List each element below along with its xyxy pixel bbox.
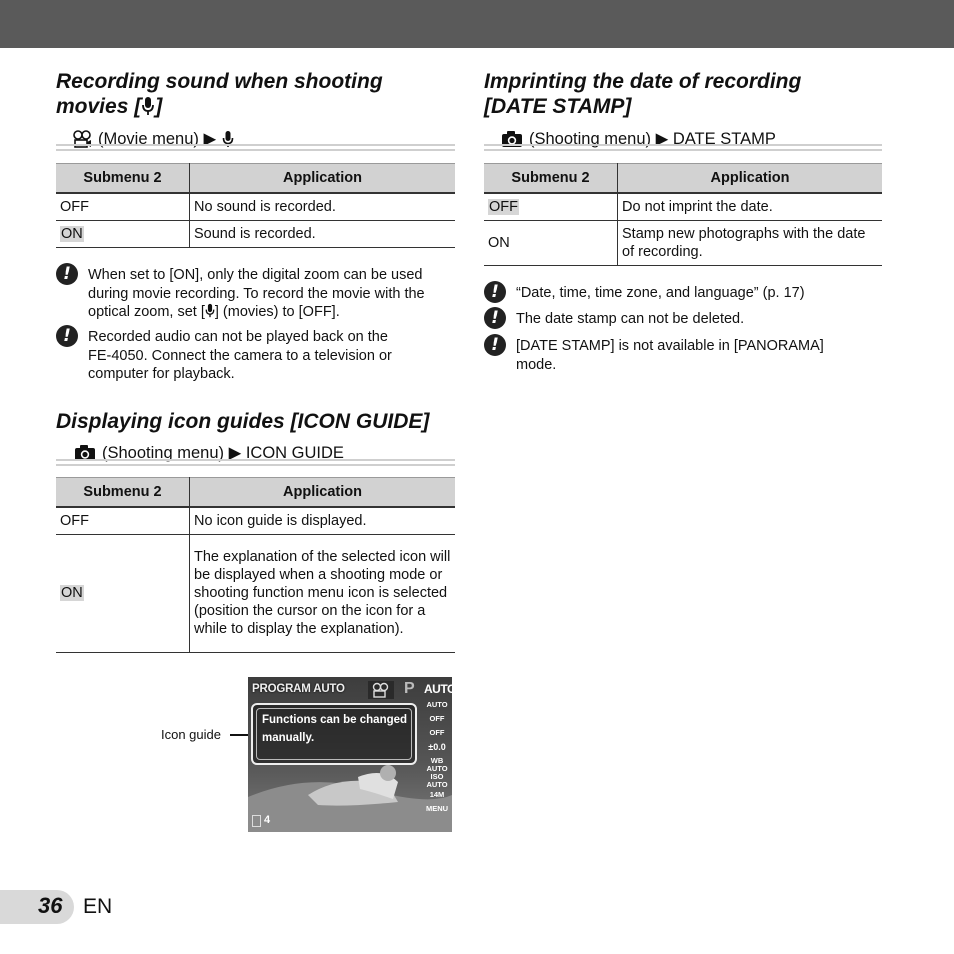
microphone-icon	[141, 96, 155, 116]
movie-camera-icon	[368, 681, 394, 699]
default-setting-highlight: OFF	[489, 198, 518, 215]
table-row: OFF No icon guide is displayed.	[56, 507, 455, 534]
caution-icon: !	[484, 281, 506, 303]
default-setting-highlight: ON	[61, 225, 83, 242]
header-bar	[0, 0, 954, 48]
menu-icon: MENU	[425, 804, 449, 813]
table-row: OFF Do not imprint the date.	[484, 193, 882, 220]
divider	[56, 459, 455, 466]
caution-note: ! “Date, time, time zone, and language” (p. 17)	[484, 284, 884, 303]
page-number: 36	[38, 893, 63, 918]
section-title-date-stamp: Imprinting the date of recording [DATE STAMP]	[484, 70, 802, 118]
section-title-icon-guide: Displaying icon guides [ICON GUIDE]	[56, 410, 430, 433]
caution-note: ! [DATE STAMP] is not available in [PANORAMA] mode.	[484, 337, 844, 374]
program-mode-icon: P	[404, 680, 415, 697]
icon-guide-text: Functions can be changed manually.	[262, 714, 408, 744]
white-balance-icon: WB AUTO	[426, 756, 448, 773]
macro-off-icon: OFF	[429, 714, 445, 723]
caution-icon: !	[484, 307, 506, 329]
remaining-shots: 4	[264, 814, 271, 826]
rec-sound-table	[56, 163, 455, 248]
exposure-comp-icon: ±0.0	[428, 742, 446, 752]
table-row: ON Stamp new photographs with the date of recording.	[484, 220, 882, 265]
caution-note: ! Recorded audio can not be played back on the FE-4050. Connect the camera to a television or computer for playback.	[56, 328, 456, 384]
caution-note: ! The date stamp can not be deleted.	[484, 310, 884, 329]
divider	[56, 144, 455, 151]
table-header-row: Submenu 2 Application	[484, 164, 882, 194]
iso-icon: ISO AUTO	[426, 772, 448, 789]
language-code: EN	[83, 895, 113, 918]
self-timer-off-icon: OFF	[429, 728, 445, 737]
memory-card-icon	[252, 815, 261, 827]
movie-mode-icon-box	[368, 681, 394, 699]
caution-icon: !	[56, 263, 78, 285]
table-row: OFF No sound is recorded.	[56, 193, 455, 220]
table-header-row: Submenu 2 Application	[56, 478, 455, 508]
screen-right-icons	[424, 701, 450, 819]
camera-screen	[248, 677, 456, 832]
shooting-mode-label: PROGRAM AUTO	[252, 683, 345, 695]
caution-icon: !	[56, 325, 78, 347]
menu-path-date-stamp: (Shooting menu) ▶ DATE STAMP	[501, 129, 776, 149]
microphone-icon	[205, 303, 215, 318]
section-title-recording-sound: Recording sound when shooting movies [ ]	[56, 70, 383, 118]
auto-mode-icon: AUTO	[424, 682, 456, 696]
table-row: ON Sound is recorded.	[56, 220, 455, 247]
caution-icon: !	[484, 334, 506, 356]
figure-label-icon-guide: Icon guide	[161, 727, 221, 742]
flash-auto-icon: AUTO	[426, 700, 448, 709]
icon-guide-table	[56, 477, 455, 653]
page-number-tab	[0, 890, 74, 924]
date-stamp-table	[484, 163, 882, 266]
menu-path-movie: (Movie menu) ▶	[72, 129, 234, 149]
caution-note: ! When set to [ON], only the digital zoom can be used during movie recording. To record the movie with the optical zoom, set [ ] (movies) to [OFF].	[56, 266, 456, 322]
divider	[484, 144, 882, 151]
menu-path-shooting: (Shooting menu) ▶ ICON GUIDE	[74, 443, 344, 463]
image-size-icon: 14M	[429, 790, 445, 799]
table-header-row: Submenu 2 Application	[56, 164, 455, 194]
default-setting-highlight: ON	[61, 585, 83, 601]
table-row: ON The explanation of the selected icon will be displayed when a shooting mode or shooting function menu icon is selected (position the cursor on the icon for a while to display the explanation).	[56, 534, 455, 652]
icon-guide-popup	[251, 703, 417, 765]
